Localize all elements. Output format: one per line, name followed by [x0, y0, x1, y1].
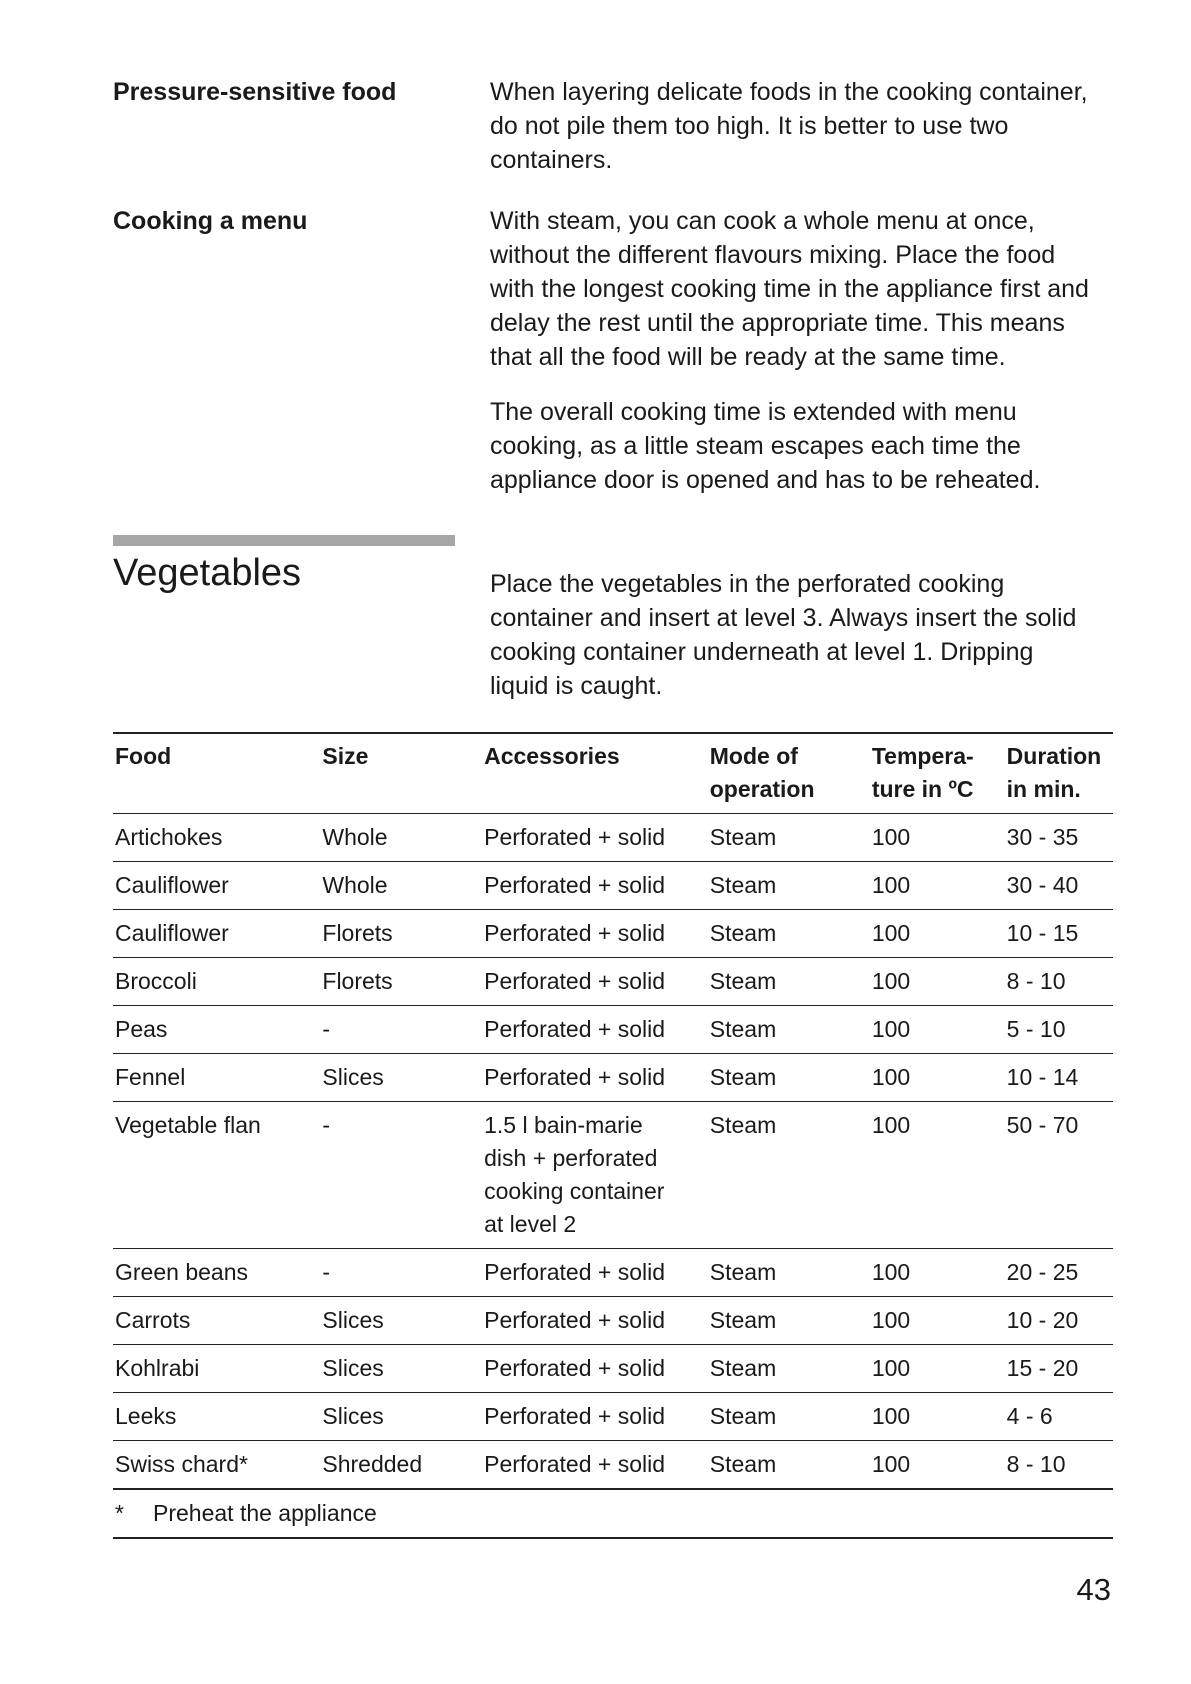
- cell-size: Whole: [322, 824, 388, 850]
- cell-accessories: [482, 814, 708, 862]
- cell-size: Slices: [322, 1064, 384, 1090]
- text-line: Place the vegetables in the perforated cooking: [490, 570, 1005, 598]
- cell-mode: Steam: [709, 920, 777, 946]
- term-pressure-sensitive-food: Pressure-sensitive food: [113, 78, 397, 106]
- cell-duration: 10 - 15: [1006, 920, 1079, 946]
- cell-size: Florets: [322, 920, 393, 946]
- cell-temperature: 100: [871, 1355, 911, 1381]
- cell-food: Fennel: [115, 1064, 186, 1090]
- header-line: Food: [115, 743, 172, 769]
- cell-duration: 4 - 6: [1006, 1403, 1053, 1429]
- header-duration: [1005, 733, 1113, 814]
- cell-mode: Steam: [709, 1064, 777, 1090]
- table-row: [113, 1441, 1113, 1490]
- cell-mode: Steam: [709, 1307, 777, 1333]
- cell-accessories: [482, 1102, 708, 1249]
- text-line: containers.: [490, 146, 613, 174]
- cell-duration: 30 - 35: [1006, 824, 1079, 850]
- accessories-line: cooking container: [484, 1178, 665, 1204]
- table-footnote: [113, 1489, 1113, 1538]
- cell-food: Kohlrabi: [115, 1355, 200, 1381]
- cell-food: Peas: [115, 1016, 168, 1042]
- paragraph-cooking-a-menu-2: [490, 395, 1130, 497]
- table-row: [113, 1393, 1113, 1441]
- header-line: ture in ºC: [871, 776, 974, 802]
- cell-size: -: [322, 1112, 331, 1138]
- header-accessories: [482, 733, 708, 814]
- cell-temperature: 100: [871, 872, 911, 898]
- accessories-line: Perforated + solid: [484, 824, 666, 850]
- table-row: [113, 862, 1113, 910]
- cell-temperature: 100: [871, 1307, 911, 1333]
- table-header-row: [113, 733, 1113, 814]
- table-row: [113, 910, 1113, 958]
- table-footnote-row: [113, 1489, 1113, 1538]
- cell-temperature: 100: [871, 824, 911, 850]
- cell-temperature: 100: [871, 1064, 911, 1090]
- cell-food: Vegetable flan: [115, 1112, 261, 1138]
- cell-mode: Steam: [709, 1451, 777, 1477]
- cell-food: Cauliflower: [115, 920, 229, 946]
- cell-accessories: [482, 1054, 708, 1102]
- text-line: appliance door is opened and has to be reheated.: [490, 466, 1041, 494]
- cell-mode: Steam: [709, 1403, 777, 1429]
- cell-accessories: [482, 1345, 708, 1393]
- cell-food: Artichokes: [115, 824, 223, 850]
- text-line: do not pile them too high. It is better to use two: [490, 112, 1009, 140]
- header-food: [113, 733, 320, 814]
- accessories-line: Perforated + solid: [484, 1451, 666, 1477]
- table-row: [113, 1345, 1113, 1393]
- cell-duration: 8 - 10: [1006, 968, 1066, 994]
- accessories-line: Perforated + solid: [484, 1307, 666, 1333]
- accessories-line: dish + perforated: [484, 1145, 658, 1171]
- cell-accessories: [482, 862, 708, 910]
- text-line: With steam, you can cook a whole menu at once,: [490, 207, 1035, 235]
- cell-mode: Steam: [709, 1112, 777, 1138]
- cell-accessories: [482, 1393, 708, 1441]
- cell-mode: Steam: [709, 968, 777, 994]
- accessories-line: 1.5 l bain-marie: [484, 1112, 643, 1138]
- accessories-line: Perforated + solid: [484, 1403, 666, 1429]
- cell-size: Shredded: [322, 1451, 423, 1477]
- header-line: Mode of: [709, 743, 798, 769]
- cell-food: Green beans: [115, 1259, 248, 1285]
- section-divider-bar: [113, 535, 455, 546]
- cell-mode: Steam: [709, 1016, 777, 1042]
- footnote-text: Preheat the appliance: [153, 1500, 377, 1526]
- cell-mode: Steam: [709, 1259, 777, 1285]
- cell-size: Slices: [322, 1403, 384, 1429]
- table-row: [113, 1054, 1113, 1102]
- text-line: container and insert at level 3. Always insert the solid: [490, 604, 1077, 632]
- cell-accessories: [482, 910, 708, 958]
- page-number: 43: [1076, 1572, 1111, 1607]
- paragraph-vegetables-intro: [490, 567, 1130, 703]
- cell-accessories: [482, 958, 708, 1006]
- text-line: cooking container underneath at level 1. Dripping: [490, 638, 1034, 666]
- table-row: [113, 814, 1113, 862]
- cell-size: -: [322, 1016, 331, 1042]
- header-line: Accessories: [484, 743, 620, 769]
- text-line: that all the food will be ready at the same time.: [490, 343, 1006, 371]
- cell-temperature: 100: [871, 1016, 911, 1042]
- cell-food: Cauliflower: [115, 872, 229, 898]
- table-row: [113, 1006, 1113, 1054]
- cell-duration: 15 - 20: [1006, 1355, 1079, 1381]
- cell-size: -: [322, 1259, 331, 1285]
- cell-size: Slices: [322, 1307, 384, 1333]
- accessories-line: Perforated + solid: [484, 872, 666, 898]
- table-row: [113, 1297, 1113, 1345]
- accessories-line: Perforated + solid: [484, 1016, 666, 1042]
- cell-duration: 20 - 25: [1006, 1259, 1079, 1285]
- table-row: [113, 1102, 1113, 1249]
- cell-food: Carrots: [115, 1307, 191, 1333]
- footnote-marker: *: [115, 1500, 124, 1526]
- header-mode: [708, 733, 870, 814]
- header-line: Tempera-: [871, 743, 974, 769]
- cell-food: Broccoli: [115, 968, 197, 994]
- cell-accessories: [482, 1006, 708, 1054]
- cell-duration: 10 - 14: [1006, 1064, 1079, 1090]
- cell-duration: 10 - 20: [1006, 1307, 1079, 1333]
- cell-size: Slices: [322, 1355, 384, 1381]
- cell-duration: 30 - 40: [1006, 872, 1079, 898]
- header-line: Duration: [1006, 743, 1102, 769]
- text-line: delay the rest until the appropriate time. This means: [490, 309, 1065, 337]
- cell-mode: Steam: [709, 1355, 777, 1381]
- accessories-line: Perforated + solid: [484, 1064, 666, 1090]
- table-row: [113, 1249, 1113, 1297]
- cell-temperature: 100: [871, 1259, 911, 1285]
- text-line: without the different flavours mixing. Place the food: [490, 241, 1056, 269]
- cell-mode: Steam: [709, 872, 777, 898]
- section-heading-vegetables: Vegetables: [113, 552, 302, 594]
- text-line: with the longest cooking time in the appliance first and: [490, 275, 1089, 303]
- accessories-line: Perforated + solid: [484, 920, 666, 946]
- cell-accessories: [482, 1441, 708, 1490]
- accessories-line: Perforated + solid: [484, 1259, 666, 1285]
- table-row: [113, 958, 1113, 1006]
- text-line: When layering delicate foods in the cooking container,: [490, 78, 1088, 106]
- cell-food: Leeks: [115, 1403, 177, 1429]
- cell-duration: 8 - 10: [1006, 1451, 1066, 1477]
- cell-accessories: [482, 1249, 708, 1297]
- paragraph-cooking-a-menu-1: [490, 204, 1130, 374]
- cell-temperature: 100: [871, 920, 911, 946]
- accessories-line: Perforated + solid: [484, 1355, 666, 1381]
- vegetables-table: [113, 732, 1113, 1539]
- cell-mode: Steam: [709, 824, 777, 850]
- header-line: operation: [709, 776, 815, 802]
- cell-duration: 5 - 10: [1006, 1016, 1066, 1042]
- text-line: cooking, as a little steam escapes each time the: [490, 432, 1021, 460]
- text-line: liquid is caught.: [490, 672, 663, 700]
- cell-size: Whole: [322, 872, 388, 898]
- accessories-line: Perforated + solid: [484, 968, 666, 994]
- cell-temperature: 100: [871, 968, 911, 994]
- accessories-line: at level 2: [484, 1211, 577, 1237]
- cell-temperature: 100: [871, 1112, 911, 1138]
- header-temperature: [870, 733, 1005, 814]
- cell-temperature: 100: [871, 1451, 911, 1477]
- paragraph-pressure-sensitive-food: [490, 75, 1130, 177]
- cell-accessories: [482, 1297, 708, 1345]
- header-size: [320, 733, 482, 814]
- cell-food: Swiss chard*: [115, 1451, 248, 1477]
- cell-duration: 50 - 70: [1006, 1112, 1079, 1138]
- header-line: in min.: [1006, 776, 1081, 802]
- cell-size: Florets: [322, 968, 393, 994]
- header-line: Size: [322, 743, 369, 769]
- term-cooking-a-menu: Cooking a menu: [113, 207, 308, 235]
- text-line: The overall cooking time is extended with menu: [490, 398, 1017, 426]
- cell-temperature: 100: [871, 1403, 911, 1429]
